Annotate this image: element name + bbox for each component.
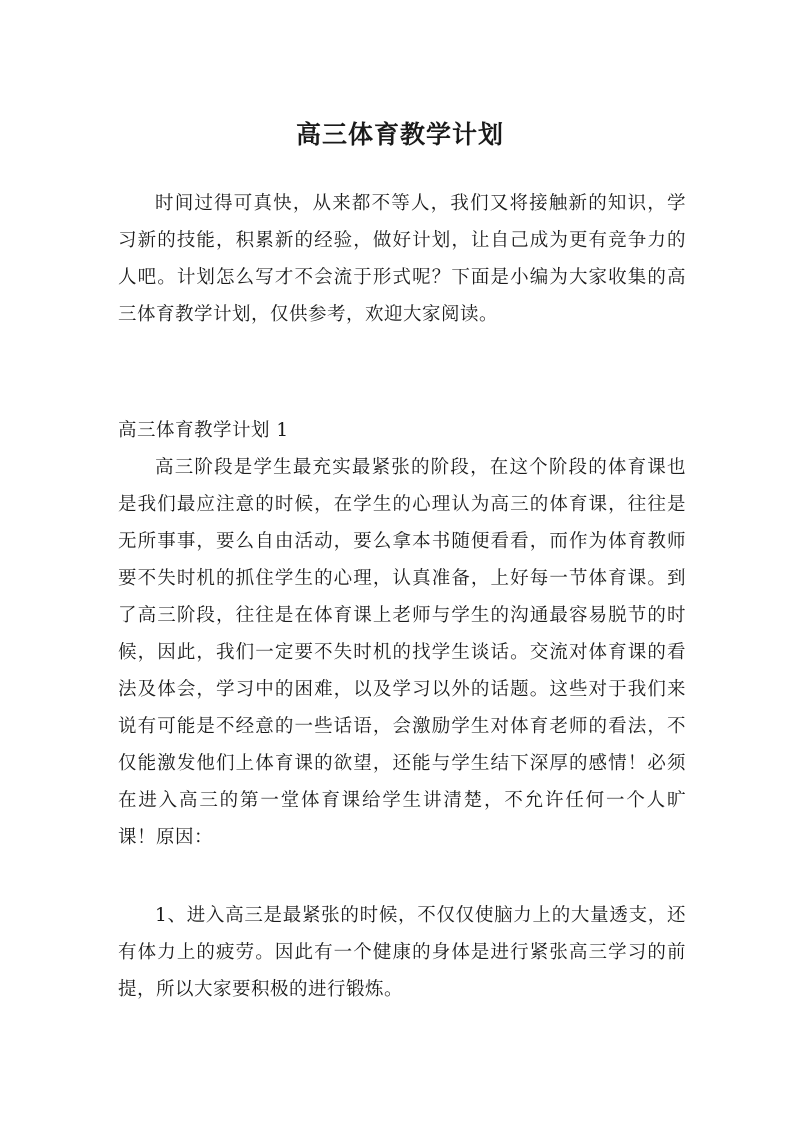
section-heading: 高三体育教学计划 1 xyxy=(118,420,289,441)
body-paragraph-2: 1、进入高三是最紧张的时候，不仅仅使脑力上的大量透支，还有体力上的疲劳。因此有一个健康的身体是进行紧张高三学习的前提，所以大家要积极的进行锻炼。 xyxy=(118,905,686,1000)
intro-paragraph: 时间过得可真快，从来都不等人，我们又将接触新的知识，学习新的技能，积累新的经验，做好计划，让自己成为更有竞争力的人吧。计划怎么写才不会流于形式呢？下面是小编为大家收集的高三体育教学计划，仅供参考，欢迎大家阅读。 xyxy=(118,193,686,325)
document-title: 高三体育教学计划 xyxy=(295,119,504,149)
body-paragraph-1: 高三阶段是学生最充实最紧张的阶段，在这个阶段的体育课也是我们最应注意的时候，在学生的心理认为高三的体育课，往往是无所事事，要么自由活动，要么拿本书随便看看，而作为体育教师要不失时机的抓住学生的心理，认真准备，上好每一节体育课。到了高三阶段，往往是在体育课上老师与学生的沟通最容易脱节的时候，因此，我们一定要不失时机的找学生谈话。交流对体育课的看法及体会，学习中的困难，以及学习以外的话题。这些对于我们来说有可能是不经意的一些话语，会激励学生对体育老师的看法，不仅能激发他们上体育课的欲望，还能与学生结下深厚的感情！必须在进入高三的第一堂体育课给学生讲清楚，不允许任何一个人旷课！原因： xyxy=(118,457,686,848)
